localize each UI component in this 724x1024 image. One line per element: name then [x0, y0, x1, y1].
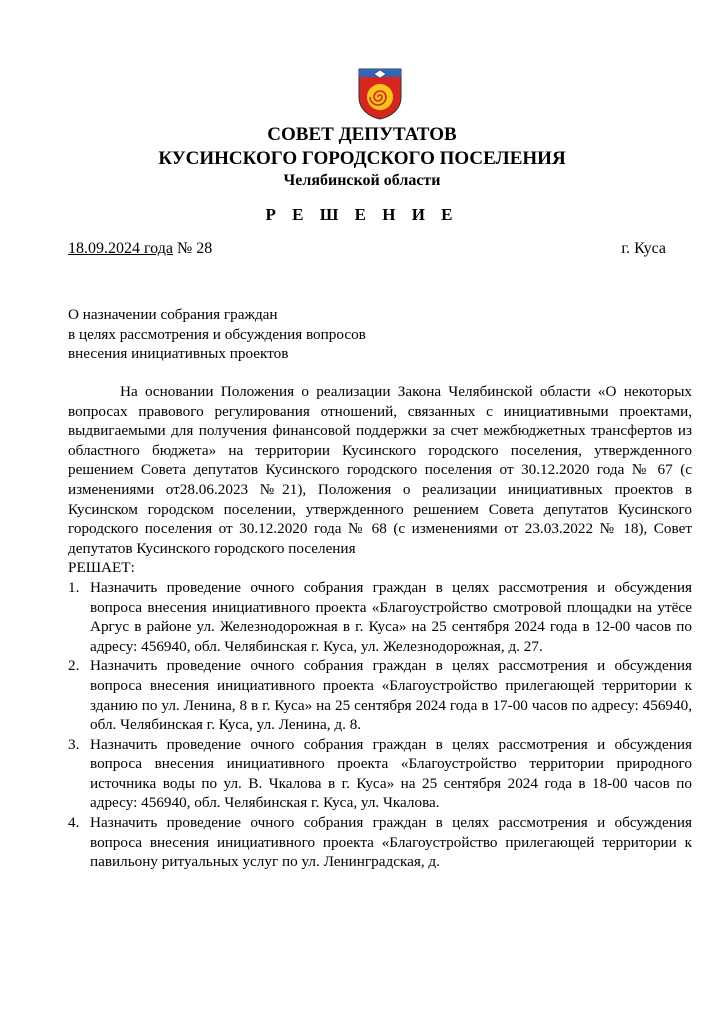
decision-items-list	[68, 578, 692, 872]
item-number: 1.	[68, 578, 80, 596]
decision-subject	[68, 305, 366, 364]
decision-date: 18.09.2024 года	[68, 240, 173, 257]
item-text: Назначить проведение очного собрания граждан в целях рассмотрения и обсуждения вопроса внесения инициативного проекта «Благоустройство прилегающей территории к зданию по ул. Ленина, 8 в г. Куса» на 25 сентября 2024 года в 17-00 часов по адресу: 456940, обл. Челябинская г. Куса, ул. Ленина, д. 8.	[90, 657, 692, 734]
subject-line: внесения инициативных проектов	[68, 345, 289, 363]
date-number	[68, 240, 212, 258]
preamble-paragraph: На основании Положения о реализации Закона Челябинской области «О некоторых вопросах правового регулирования отношений, связанных с инициативными проектами, выдвигаемыми для получения финансовой поддержки за счет межбюджетных трансфертов из областного бюджета» на территории Кусинского городского поселения, утвержденного решением Совета депутатов Кусинского городского поселения от 30.12.2020 года № 67 (с изменениями от28.06.2023 №21), Положения о реализации инициативных проектов в Кусинском городском поселении, утвержденного решением Совета депутатов Кусинского городского поселения от 30.12.2020 года № 68 (с изменениями от 23.03.2022 № 18), Совет депутатов Кусинского городского поселения	[68, 383, 692, 557]
coat-of-arms-emblem	[357, 67, 403, 120]
item-text: Назначить проведение очного собрания граждан в целях рассмотрения и обсуждения вопроса внесения инициативного проекта «Благоустройство прилегающей территории к павильону ритуальных услуг по ул. Ленинградская, д.	[90, 814, 692, 871]
list-item	[68, 735, 692, 813]
settlement-title: КУСИНСКОГО ГОРОДСКОГО ПОСЕЛЕНИЯ	[158, 148, 566, 169]
decision-body	[68, 382, 692, 872]
region-title: Челябинской области	[283, 172, 441, 189]
resolves-label: РЕШАЕТ:	[68, 559, 135, 577]
council-title: СОВЕТ ДЕПУТАТОВ	[267, 124, 457, 145]
item-number: 3.	[68, 735, 80, 753]
list-item	[68, 578, 692, 656]
subject-line: О назначении собрания граждан	[68, 306, 278, 323]
document-type-title: Р Е Ш Е Н И Е	[265, 205, 459, 224]
item-number: 4.	[68, 814, 80, 832]
item-text: Назначить проведение очного собрания граждан в целях рассмотрения и обсуждения вопроса внесения инициативного проекта «Благоустройство смотровой площадки на утёсе Аргус в районе ул. Железнодорожная в г. Куса» на 25 сентября 2024 года в 12-00 часов по адресу: 456940, обл. Челябинская г. Куса, ул. Железнодорожная, д. 27.	[90, 578, 692, 655]
list-item	[68, 656, 692, 734]
decision-place: г. Куса	[621, 240, 666, 257]
item-text: Назначить проведение очного собрания граждан в целях рассмотрения и обсуждения вопроса внесения инициативного проекта «Благоустройство территории природного источника воды по ул. В. Чкалова в г. Куса» на 25 сентября 2024 года в 18-00 часов по адресу: 456940, обл. Челябинская г. Куса, ул. Чкалова.	[90, 735, 692, 812]
item-number: 2.	[68, 657, 80, 675]
subject-line: в целях рассмотрения и обсуждения вопросов	[68, 325, 366, 343]
decision-number: № 28	[172, 240, 213, 257]
list-item	[68, 813, 692, 872]
date-line	[68, 240, 666, 258]
